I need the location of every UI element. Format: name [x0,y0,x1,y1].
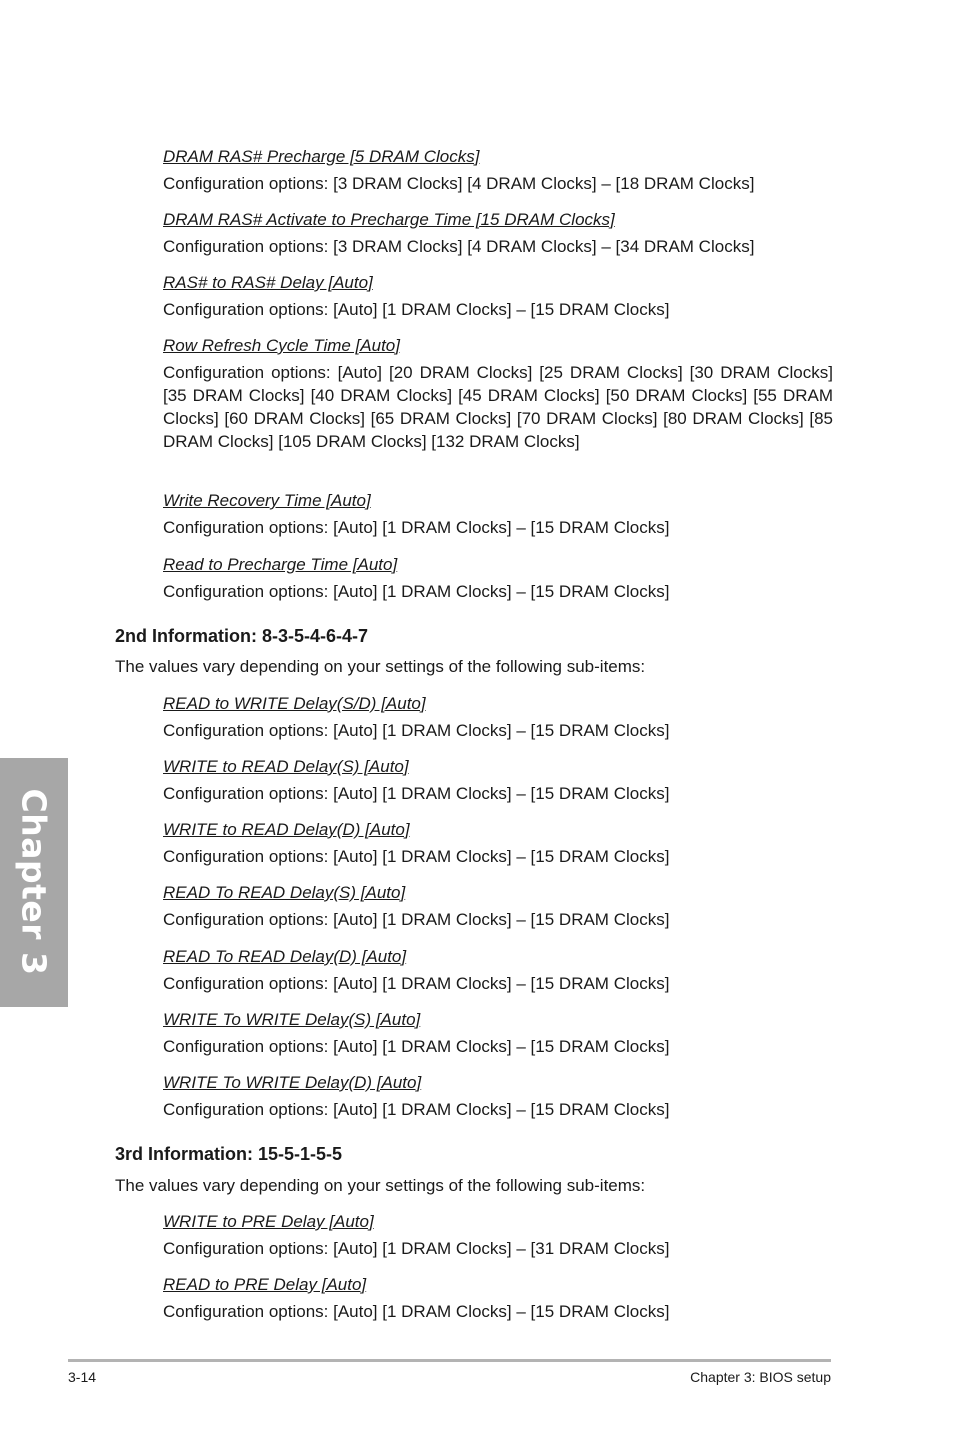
setting-title: READ To READ Delay(S) [Auto] [163,883,406,902]
setting-options: Configuration options: [Auto] [1 DRAM Clocks] – [15 DRAM Clocks] [163,300,670,319]
section-heading: 2nd Information: 8-3-5-4-6-4-7 [115,626,369,646]
chapter-side-tab [0,758,68,1007]
setting-item [163,693,833,742]
section-heading: 3rd Information: 15-5-1-5-5 [115,1144,343,1164]
setting-title: RAS# to RAS# Delay [Auto] [163,273,373,292]
setting-title: WRITE to READ Delay(S) [Auto] [163,757,409,776]
section-intro: The values vary depending on your settings of the following sub-items: [115,1176,646,1195]
footer-chapter-label: Chapter 3: BIOS setup [690,1369,831,1385]
setting-options: Configuration options: [Auto] [1 DRAM Clocks] – [15 DRAM Clocks] [163,974,670,993]
setting-item [163,882,833,931]
setting-item [163,146,833,195]
setting-title: READ To READ Delay(D) [Auto] [163,947,407,966]
page-number: 3-14 [68,1369,97,1385]
setting-options: Configuration options: [Auto] [1 DRAM Clocks] – [15 DRAM Clocks] [163,910,670,929]
setting-title: WRITE To WRITE Delay(D) [Auto] [163,1073,422,1092]
setting-item [163,335,833,453]
setting-title: Row Refresh Cycle Time [Auto] [163,336,400,355]
setting-item [163,554,833,603]
setting-item [163,946,833,995]
setting-title: WRITE to READ Delay(D) [Auto] [163,820,410,839]
setting-options: Configuration options: [Auto] [1 DRAM Clocks] – [15 DRAM Clocks] [163,1302,670,1321]
setting-title: Write Recovery Time [Auto] [163,491,371,510]
setting-options: Configuration options: [Auto] [1 DRAM Clocks] – [15 DRAM Clocks] [163,1037,670,1056]
setting-item [163,490,833,539]
setting-options: Configuration options: [Auto] [1 DRAM Clocks] – [15 DRAM Clocks] [163,721,670,740]
setting-options: Configuration options: [Auto] [1 DRAM Clocks] – [31 DRAM Clocks] [163,1239,670,1258]
setting-options: Configuration options: [Auto] [20 DRAM Clocks] [25 DRAM Clocks] [30 DRAM Clocks] [35 DRAM Clocks] [40 DRAM Clocks] [45 DRAM Clocks] [50 DRAM Clocks] [55 DRAM Clocks] [60 DRAM Clocks] [65 DRAM Clocks] [70 DRAM Clocks] [80 DRAM Clocks] [85 DRAM Clocks] [105 DRAM Clocks] [132 DRAM Clocks] [163,363,833,451]
setting-options: Configuration options: [Auto] [1 DRAM Clocks] – [15 DRAM Clocks] [163,518,670,537]
setting-item [163,819,833,868]
setting-title: Read to Precharge Time [Auto] [163,555,398,574]
setting-item [163,1211,833,1260]
setting-item [163,272,833,321]
setting-item [163,756,833,805]
setting-item [163,1072,833,1121]
setting-item [163,1274,833,1323]
setting-options: Configuration options: [3 DRAM Clocks] [4 DRAM Clocks] – [18 DRAM Clocks] [163,174,755,193]
setting-item [163,1009,833,1058]
setting-title: WRITE To WRITE Delay(S) [Auto] [163,1010,421,1029]
setting-title: DRAM RAS# Precharge [5 DRAM Clocks] [163,147,480,166]
setting-options: Configuration options: [3 DRAM Clocks] [4 DRAM Clocks] – [34 DRAM Clocks] [163,237,755,256]
setting-title: READ to PRE Delay [Auto] [163,1275,367,1294]
setting-options: Configuration options: [Auto] [1 DRAM Clocks] – [15 DRAM Clocks] [163,784,670,803]
footer-divider [68,1359,831,1362]
setting-title: DRAM RAS# Activate to Precharge Time [15 DRAM Clocks] [163,210,615,229]
section-intro: The values vary depending on your settings of the following sub-items: [115,657,646,676]
setting-options: Configuration options: [Auto] [1 DRAM Clocks] – [15 DRAM Clocks] [163,582,670,601]
setting-title: READ to WRITE Delay(S/D) [Auto] [163,694,426,713]
chapter-tab-label: Chapter 3 [14,788,54,976]
setting-options: Configuration options: [Auto] [1 DRAM Clocks] – [15 DRAM Clocks] [163,847,670,866]
setting-options: Configuration options: [Auto] [1 DRAM Clocks] – [15 DRAM Clocks] [163,1100,670,1119]
setting-title: WRITE to PRE Delay [Auto] [163,1212,374,1231]
setting-item [163,209,833,258]
